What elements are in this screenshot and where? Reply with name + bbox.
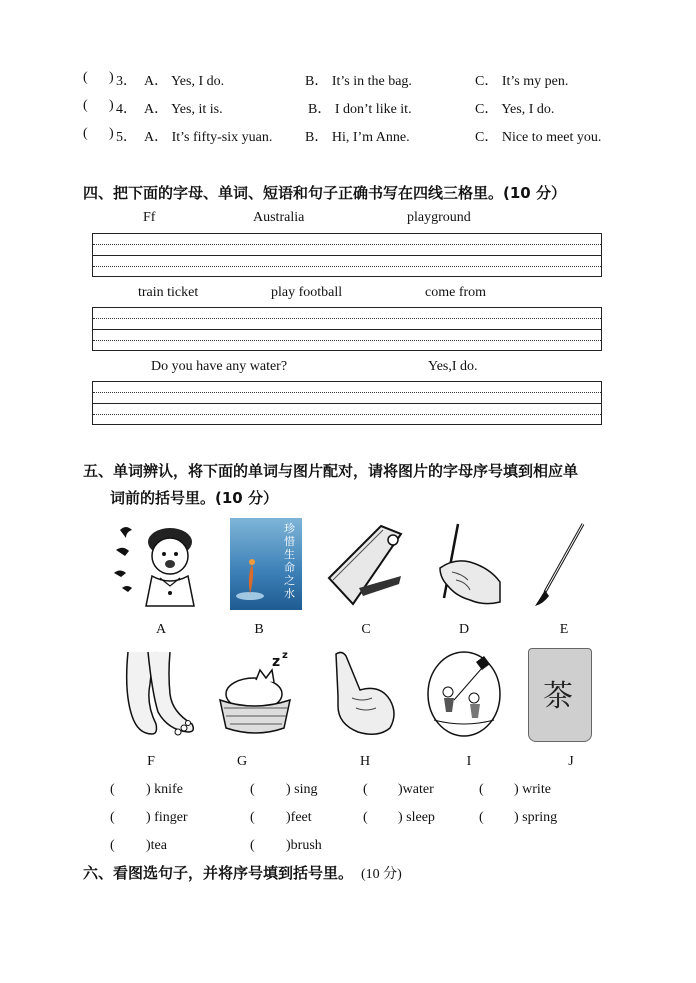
copy-item: train ticket [138, 285, 199, 300]
answer-paren-open: ( [110, 810, 115, 825]
match-word: ) spring [514, 810, 558, 825]
copy-item: Australia [253, 210, 305, 225]
match-word: ) sleep [398, 810, 435, 825]
answer-paren-open: ( [83, 70, 88, 85]
match-word: )water [398, 782, 434, 797]
question-number: 3． [116, 74, 137, 89]
svg-text:z: z [272, 654, 281, 670]
copy-item: come from [425, 285, 487, 300]
option-c: C． It’s my pen. [475, 74, 569, 89]
answer-paren-open: ( [363, 810, 368, 825]
match-word: ) finger [146, 810, 188, 825]
match-word: )brush [286, 838, 322, 853]
tea-package-picture [528, 648, 592, 742]
option-a: A． It’s fifty-six yuan. [144, 130, 273, 145]
copy-item: Do you have any water? [151, 359, 288, 374]
answer-paren-open: ( [250, 838, 255, 853]
answer-paren-close: ) [109, 70, 114, 85]
option-b: B． I don’t like it. [308, 102, 412, 117]
picture-label: D [458, 622, 470, 637]
answer-paren-open: ( [110, 782, 115, 797]
section-6-score: (10 分) [361, 867, 402, 882]
picture-label: C [361, 622, 371, 637]
picture-label: B [254, 622, 264, 637]
section-6-heading [83, 862, 402, 883]
match-word: )tea [146, 838, 167, 853]
match-word: )feet [286, 810, 312, 825]
singing-boy-picture [112, 518, 207, 610]
four-line-grid[interactable] [92, 307, 602, 351]
svg-text:z: z [282, 650, 288, 661]
answer-paren-open: ( [250, 810, 255, 825]
answer-paren-open: ( [250, 782, 255, 797]
answer-paren-open: ( [83, 98, 88, 113]
four-line-grid[interactable] [92, 381, 602, 425]
section-5-title-cont: 词前的括号里。(10 分） [110, 489, 278, 507]
tea-label: 茶 [543, 679, 573, 714]
four-line-grid[interactable] [92, 233, 602, 277]
knife-picture [323, 518, 408, 610]
question-number: 4． [116, 102, 137, 117]
answer-paren-close: ) [109, 98, 114, 113]
book-title: 珍惜生命之水 [284, 522, 295, 600]
sleeping-cat-picture [214, 648, 299, 740]
picture-label: H [359, 754, 371, 769]
picture-label: J [568, 754, 574, 769]
answer-paren-open: ( [110, 838, 115, 853]
option-a: A． Yes, I do. [144, 74, 225, 89]
writing-hand-picture [426, 518, 506, 610]
match-word: ) knife [146, 782, 183, 797]
option-b: B． Hi, I’m Anne. [305, 130, 410, 145]
feet-picture [112, 648, 197, 740]
option-c: C． Yes, I do. [475, 102, 555, 117]
option-b: B． It’s in the bag. [305, 74, 412, 89]
copy-item: Ff [143, 210, 156, 225]
picture-label: E [559, 622, 569, 637]
section-6-title: 六、看图选句子，并将序号填到括号里。 [83, 864, 354, 882]
copy-item: Yes,I do. [428, 359, 478, 374]
kite-flying-picture [424, 648, 504, 740]
section-4-title: 四、把下面的字母、单词、短语和句子正确书写在四线三格里。(10 分） [83, 184, 566, 202]
picture-label: F [147, 754, 155, 769]
match-word: ) sing [286, 782, 318, 797]
pointing-finger-picture [322, 648, 407, 740]
option-c: C． Nice to meet you. [475, 130, 602, 145]
answer-paren-open: ( [83, 126, 88, 141]
copy-item: play football [271, 285, 343, 300]
match-word: ) write [514, 782, 551, 797]
brush-picture [525, 518, 595, 610]
copy-item: playground [407, 210, 471, 225]
option-a: A． Yes, it is. [144, 102, 223, 117]
question-number: 5． [116, 130, 137, 145]
book-cover-picture [230, 518, 302, 610]
answer-paren-close: ) [109, 126, 114, 141]
picture-label: G [236, 754, 248, 769]
section-5-title: 五、单词辨认，将下面的单词与图片配对，请将图片的字母序号填到相应单 [83, 462, 579, 480]
answer-paren-open: ( [479, 782, 484, 797]
picture-label: A [155, 622, 167, 637]
answer-paren-open: ( [479, 810, 484, 825]
picture-label: I [466, 754, 472, 769]
answer-paren-open: ( [363, 782, 368, 797]
